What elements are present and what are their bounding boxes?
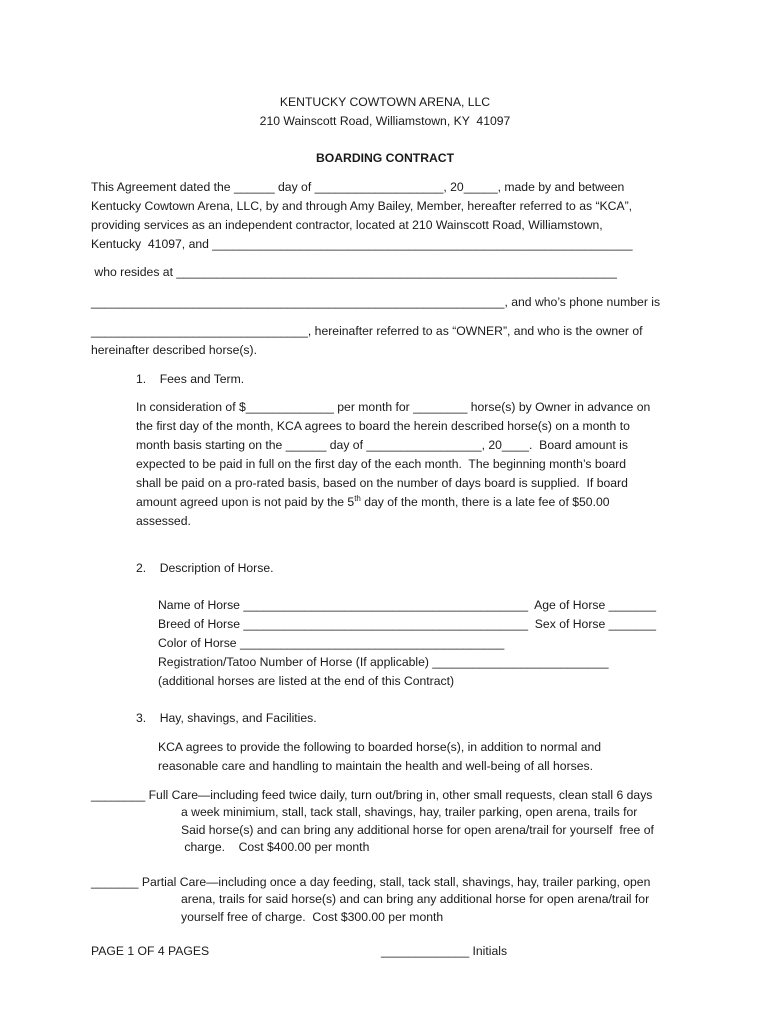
section-2-heading: 2. Description of Horse. [136, 561, 274, 575]
horse-name-field: Name of Horse __________________________________________ Age of Horse _______ [158, 598, 657, 612]
section-1-line-1: In consideration of $_____________ per month for ________ horse(s) by Owner in advance on [136, 400, 651, 414]
intro-line-7: ________________________________, hereinafter referred to as “OWNER”, and who is the owner of [91, 324, 643, 338]
section-3-line-1: KCA agrees to provide the following to boarded horse(s), in addition to normal and [158, 740, 602, 754]
section-3-heading: 3. Hay, shavings, and Facilities. [136, 711, 317, 725]
section-1-line-3: month basis starting on the ______ day of _________________, 20____. Board amount is [136, 438, 628, 452]
page-number: PAGE 1 OF 4 PAGES [91, 944, 210, 958]
full-care-line-2: a week minimium, stall, tack stall, shavings, hay, trailer parking, open arena, trails for [181, 805, 638, 819]
partial-care-line-3: yourself free of charge. Cost $300.00 per month [181, 910, 444, 924]
full-care-line-4: charge. Cost $400.00 per month [181, 840, 370, 854]
horse-color-field: Color of Horse _______________________________________ [158, 636, 505, 650]
company-address: 210 Wainscott Road, Williamstown, KY 41097 [259, 114, 511, 128]
full-care-line-3: Said horse(s) and can bring any additional horse for open arena/trail for yourself free of [181, 823, 654, 837]
section-1-line-2: the first day of the month, KCA agrees to board the herein described horse(s) on a month to [136, 419, 630, 433]
intro-line-1: This Agreement dated the ______ day of ___________________, 20_____, made by and between [91, 180, 625, 194]
intro-line-2: Kentucky Cowtown Arena, LLC, by and through Amy Bailey, Member, hereafter referred to as “KCA”, [91, 199, 633, 213]
intro-line-5: who resides at _________________________________________________________________ [91, 265, 617, 279]
initials-field: _____________ Initials [381, 944, 508, 958]
intro-line-6: _____________________________________________________________, and who’s phone number is [91, 295, 661, 309]
horse-breed-field: Breed of Horse __________________________________________ Sex of Horse _______ [158, 617, 657, 631]
section-1-line-6a: amount agreed upon is not paid by the 5 [136, 495, 355, 509]
section-1-line-6b: day of the month, there is a late fee of $50.00 [360, 495, 610, 509]
partial-care-line-1: _______ Partial Care—including once a day feeding, stall, tack stall, shavings, hay, trailer parking, open [91, 875, 651, 889]
intro-line-4: Kentucky 41097, and ______________________________________________________________ [91, 237, 633, 251]
partial-care-line-2: arena, trails for said horse(s) and can bring any additional horse for open arena/trail for [181, 892, 650, 906]
intro-line-8: hereinafter described horse(s). [91, 343, 257, 357]
horse-registration-field: Registration/Tatoo Number of Horse (If applicable) __________________________ [158, 655, 609, 669]
additional-horses-note: (additional horses are listed at the end of this Contract) [158, 674, 455, 688]
full-care-line-1: ________ Full Care—including feed twice daily, turn out/bring in, other small requests, clean stall 6 days [91, 788, 653, 802]
section-3-line-2: reasonable care and handling to maintain the health and well-being of all horses. [158, 759, 593, 773]
document-title: BOARDING CONTRACT [315, 151, 455, 165]
section-1-heading: 1. Fees and Term. [136, 372, 245, 386]
section-1-line-4: expected to be paid in full on the first day of the each month. The beginning month’s board [136, 457, 627, 471]
company-name: KENTUCKY COWTOWN ARENA, LLC [279, 95, 491, 109]
section-1-line-5: shall be paid on a pro-rated basis, based on the number of days board is supplied. If board [136, 476, 628, 490]
section-1-line-7: assessed. [136, 514, 191, 528]
section-1-superscript: th [354, 493, 361, 503]
intro-line-3: providing services as an independent contractor, located at 210 Wainscott Road, Williamstown, [91, 218, 603, 232]
section-1-line-6 [136, 495, 610, 509]
